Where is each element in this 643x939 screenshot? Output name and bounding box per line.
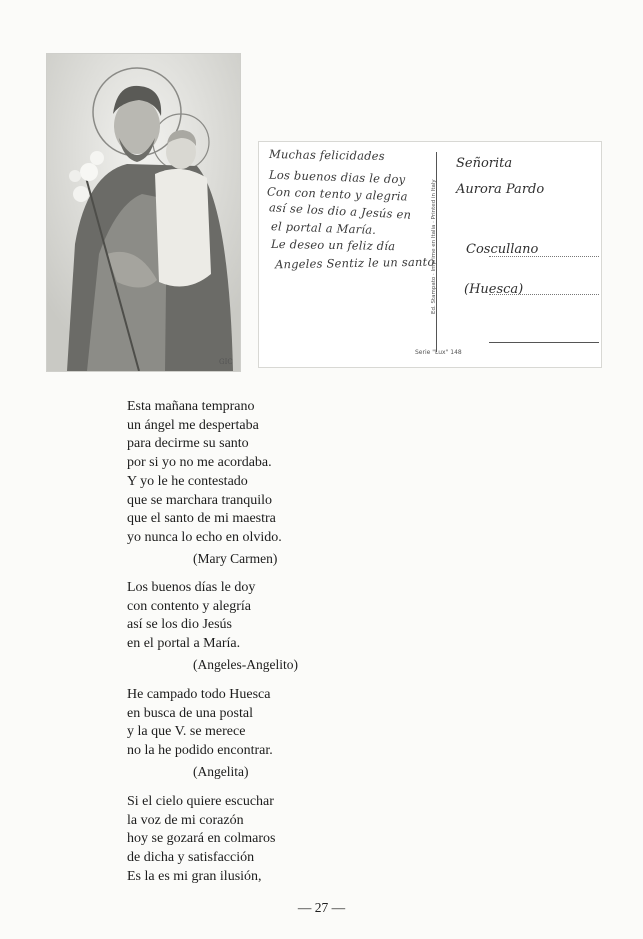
poem-signature: (Mary Carmen) bbox=[193, 551, 278, 566]
postcard-message-line: Le deseo un feliz día bbox=[270, 236, 396, 254]
saint-joseph-illustration bbox=[47, 54, 240, 371]
poem-line: y la que V. se merece bbox=[127, 724, 246, 740]
poem-stanza bbox=[127, 793, 427, 887]
poem-stanza bbox=[127, 579, 427, 654]
poem-line: la voz de mi corazón bbox=[127, 812, 244, 828]
poem-line: en busca de una postal bbox=[127, 705, 253, 721]
saint-joseph-image bbox=[46, 53, 241, 372]
poem-line: Esta mañana temprano bbox=[127, 399, 255, 414]
address-rule bbox=[489, 294, 599, 295]
postcard-message-line: así se los dio a Jesús en bbox=[268, 200, 412, 222]
postcard-series-text: Serie "Lux" 148 bbox=[415, 349, 462, 356]
poem-line: He campado todo Huesca bbox=[127, 687, 271, 702]
postcard-message-line: el portal a María. bbox=[270, 219, 377, 237]
poem-signature: (Angelita) bbox=[193, 764, 249, 779]
poem-line: para decirme su santo bbox=[127, 436, 249, 452]
poem-line: que el santo de mi maestra bbox=[127, 511, 276, 527]
poem-line: que se marchara tranquilo bbox=[127, 492, 272, 508]
poem-line: de dicha y satisfacción bbox=[127, 850, 255, 866]
poem-line: Los buenos días le doy bbox=[127, 580, 256, 595]
address-rule bbox=[489, 256, 599, 257]
postcard-address-line: Aurora Pardo bbox=[456, 182, 545, 197]
postcard-address-line: Señorita bbox=[456, 156, 513, 171]
poem-line: con contento y alegría bbox=[127, 598, 252, 614]
poem-line: así se los dio Jesús bbox=[127, 617, 232, 633]
page-number: — 27 — bbox=[297, 900, 346, 915]
poem-line: un ángel me despertaba bbox=[127, 417, 259, 433]
poem-line: Es la es mi gran ilusión, bbox=[127, 868, 262, 884]
postcard-publisher-text: Ed. Stampato · Imprime en Italia · Printed in Italy bbox=[431, 179, 437, 314]
postcard bbox=[258, 141, 602, 368]
poem-line: en el portal a María. bbox=[127, 636, 241, 652]
postcard-message-line: Los buenos dias le doy bbox=[268, 167, 406, 187]
postcard-message-line: Angeles Sentiz le un santo bbox=[274, 254, 435, 272]
poem-signature: (Angeles-Angelito) bbox=[193, 657, 298, 672]
poem-line: hoy se gozará en colmaros bbox=[127, 831, 276, 847]
poem-line: no la he podido encontrar. bbox=[127, 743, 273, 759]
poem-stanza bbox=[127, 398, 427, 548]
svg-text:GIC: GIC bbox=[219, 358, 233, 366]
postcard-message-line: Muchas felicidades bbox=[268, 146, 385, 164]
poem-line: Si el cielo quiere escuchar bbox=[127, 794, 274, 809]
postcard-address-line: (Huesca) bbox=[464, 282, 524, 297]
address-rule bbox=[489, 342, 599, 343]
poem-line: por si yo no me acordaba. bbox=[127, 455, 272, 471]
poem-stanza bbox=[127, 686, 427, 761]
poem-line: yo nunca lo echo en olvido. bbox=[127, 529, 282, 545]
postcard-address-line: Coscullano bbox=[466, 242, 539, 257]
poem-line: Y yo le he contestado bbox=[127, 473, 248, 489]
postcard-message-line: Con con tento y alegria bbox=[266, 184, 408, 204]
